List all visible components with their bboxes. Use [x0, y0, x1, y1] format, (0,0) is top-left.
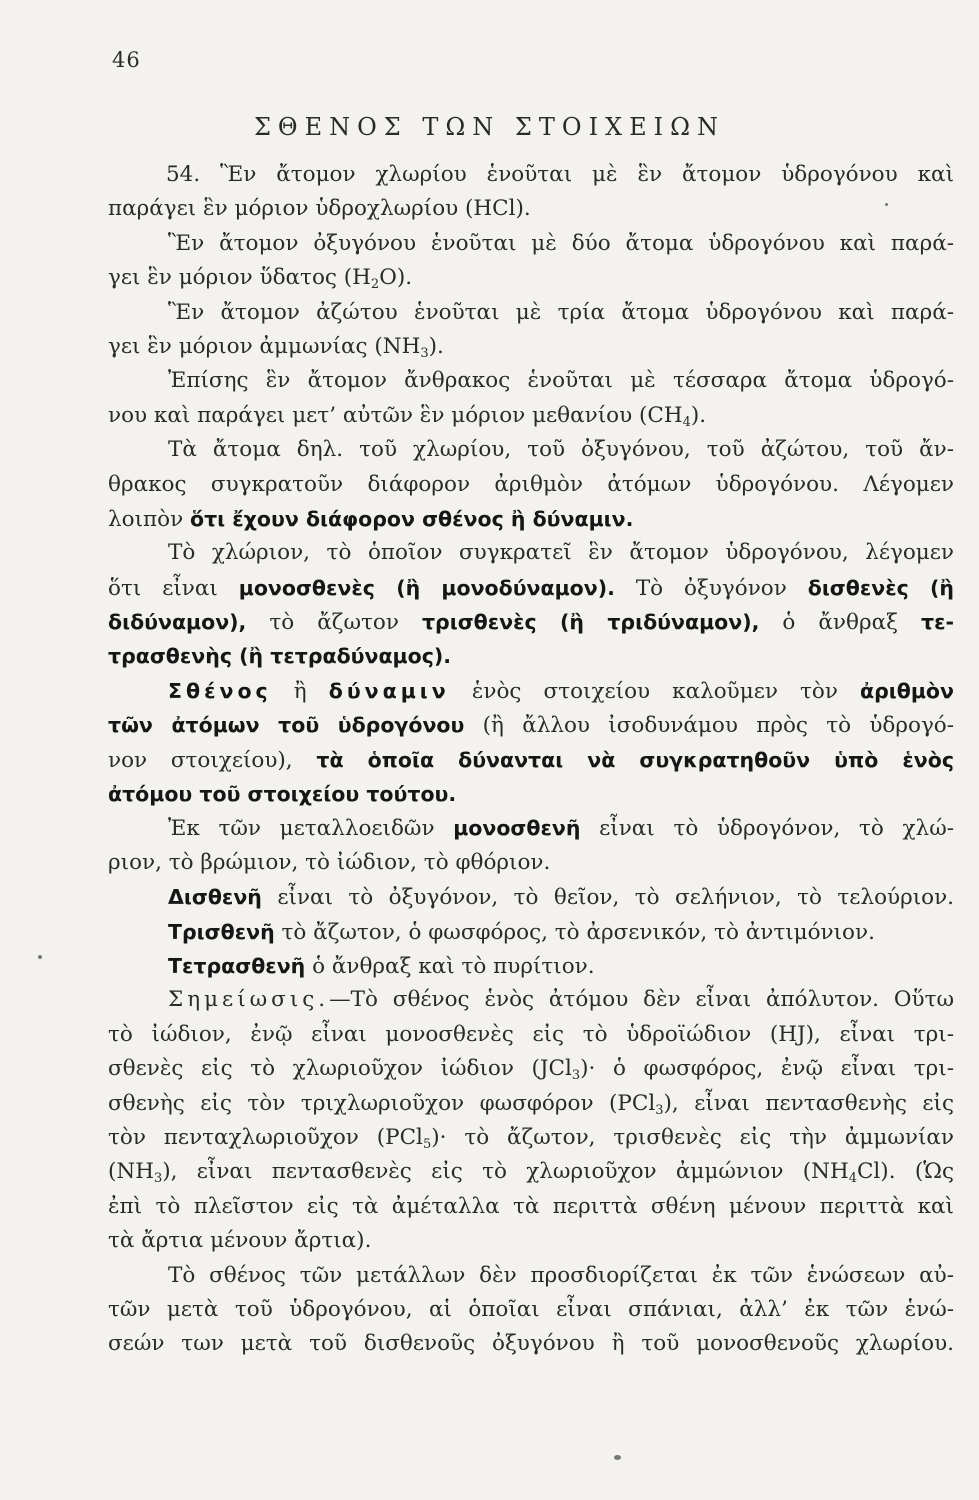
ink-speck [38, 955, 42, 959]
text-line: τρασθενὴς (ἢ τετραδύναμος). [108, 644, 452, 669]
text-line: σεών των μετὰ τοῦ δισθενοῦς ὀξυγόνου ἢ τοῦ μονοσθενοῦς χλωρίου. [108, 1331, 954, 1357]
text-line: Ἐπίσης ἓν ἄτομον ἄνθρακος ἑνοῦται μὲ τέσσαρα ἄτομα ὑδρογό- [168, 368, 954, 394]
text-line: παράγει ἓν μόριον ὑδροχλωρίου (HCl). [108, 196, 531, 222]
text-line: Ἓν ἄτομον ὀξυγόνου ἑνοῦται μὲ δύο ἄτομα ὑδρογόνου καὶ παρά- [168, 230, 954, 256]
text-line: Σθένος ἢ δύναμιν ἑνὸς στοιχείου καλοῦμεν τὸν ἀριθμὸν [168, 678, 954, 704]
text-line: Τὸ σθένος τῶν μετάλλων δὲν προσδιορίζεται ἐκ τῶν ἑνώσεων αὐ- [168, 1262, 954, 1288]
text-line: ριον, τὸ βρώμιον, τὸ ἰώδιον, τὸ φθόριον. [108, 849, 551, 875]
text-line: Δισθενῆ εἶναι τὸ ὀξυγόνον, τὸ θεῖον, τὸ σελήνιον, τὸ τελούριον. [168, 885, 954, 911]
text-line: Ἐκ τῶν μεταλλοειδῶν μονοσθενῆ εἶναι τὸ ὑδρογόνον, τὸ χλώ- [168, 816, 954, 842]
ink-speck [885, 203, 888, 206]
text-line: γει ἓν μόριον ἀμμωνίας $(NH_3)$. [108, 333, 444, 361]
text-line: ὅτι εἶναι μονοσθενὲς (ἢ μονοδύναμον). Τὸ ὀξυγόνον δισθενὲς (ἢ [108, 575, 954, 601]
text-line: Ἓν ἄτομον ἀζώτου ἑνοῦται μὲ τρία ἄτομα ὑδρογόνου καὶ παρά- [168, 299, 954, 325]
text-line: ἀτόμου τοῦ στοιχείου τούτου. [108, 782, 457, 807]
text-line: ἐπὶ τὸ πλεῖστον εἰς τὰ ἀμέταλλα τὰ περιττὰ σθένη μένουν περιττὰ καὶ [108, 1193, 954, 1219]
page-body [108, 158, 954, 1362]
text-line: σθενὴς εἰς τὸν τριχλωριοῦχον φωσφόρον (PCl$_3$), εἶναι πεντασθενὴς εἰς [108, 1090, 954, 1118]
text-line: τὸν πενταχλωριοῦχον (PCl$_5$)· τὸ ἄζωτον, τρισθενὲς εἰς τὴν ἀμμωνίαν [108, 1124, 954, 1152]
text-line: τῶν ἀτόμων τοῦ ὑδρογόνου (ἢ ἄλλου ἰσοδυνάμου πρὸς τὸ ὑδρογό- [108, 713, 955, 739]
text-line: λοιπὸν ὅτι ἔχουν διάφορον σθένος ἢ δύναμιν. [108, 506, 634, 532]
text-line: Τὸ χλώριον, τὸ ὁποῖον συγκρατεῖ ἓν ἄτομον ὑδρογόνου, λέγομεν [168, 540, 954, 566]
text-line: τῶν μετὰ τοῦ ὑδρογόνου, αἱ ὁποῖαι εἶναι σπάνιαι, ἀλλ’ ἐκ τῶν ἑνώ- [108, 1296, 954, 1322]
text-line: νου καὶ παράγει μετ’ αὐτῶν ἓν μόριον μεθανίου $(CH_4)$. [108, 402, 707, 430]
page-number: 46 [112, 48, 141, 72]
text-line: $(NH_3)$, εἶναι πεντασθενὲς εἰς τὸ χλωριοῦχον ἀμμώνιον $(NH_4Cl)$. (Ὡς [108, 1159, 954, 1187]
ink-speck [614, 1455, 621, 1460]
section-heading: ΣΘΕΝΟΣ ΤΩΝ ΣΤΟΙΧΕΙΩΝ [253, 113, 726, 141]
text-line: διδύναμον), τὸ ἄζωτον τρισθενὲς (ἢ τριδύναμον), ὁ ἄνθραξ τε- [108, 610, 955, 636]
text-line: Τὰ ἄτομα δηλ. τοῦ χλωρίου, τοῦ ὀξυγόνου, τοῦ ἀζώτου, τοῦ ἄν- [168, 437, 954, 463]
text-line: νον στοιχείου), τὰ ὁποῖα δύνανται νὰ συγκρατηθοῦν ὑπὸ ἑνὸς [108, 747, 954, 773]
text-line: Τετρασθενῆ ὁ ἄνθραξ καὶ τὸ πυρίτιον. [168, 953, 595, 979]
text-line: σθενὲς εἰς τὸ χλωριοῦχον ἰώδιον (JCl$_3$)· ὁ φωσφόρος, ἐνῷ εἶναι τρι- [108, 1056, 954, 1084]
text-line: γει ἓν μόριον ὕδατος $(H_2O)$. [108, 265, 413, 293]
text-line: θρακος συγκρατοῦν διάφορον ἀριθμὸν ἀτόμων ὑδρογόνου. Λέγομεν [108, 471, 954, 497]
text-line: Τρισθενῆ τὸ ἄζωτον, ὁ φωσφόρος, τὸ ἀρσενικόν, τὸ ἀντιμόνιον. [168, 919, 875, 945]
text-line: 54. Ἓν ἄτομον χλωρίου ἑνοῦται μὲ ἓν ἄτομον ὑδρογόνου καὶ [166, 162, 954, 187]
text-line: τὰ ἄρτια μένουν ἄρτια). [108, 1228, 372, 1254]
text-line: τὸ ἰώδιον, ἐνῷ εἶναι μονοσθενὲς εἰς τὸ ὑδροϊώδιον (HJ), εἶναι τρι- [108, 1021, 954, 1047]
text-line: Σημείωσις.—Τὸ σθένος ἑνὸς ἀτόμου δὲν εἶναι ἀπόλυτον. Οὕτω [168, 987, 954, 1013]
